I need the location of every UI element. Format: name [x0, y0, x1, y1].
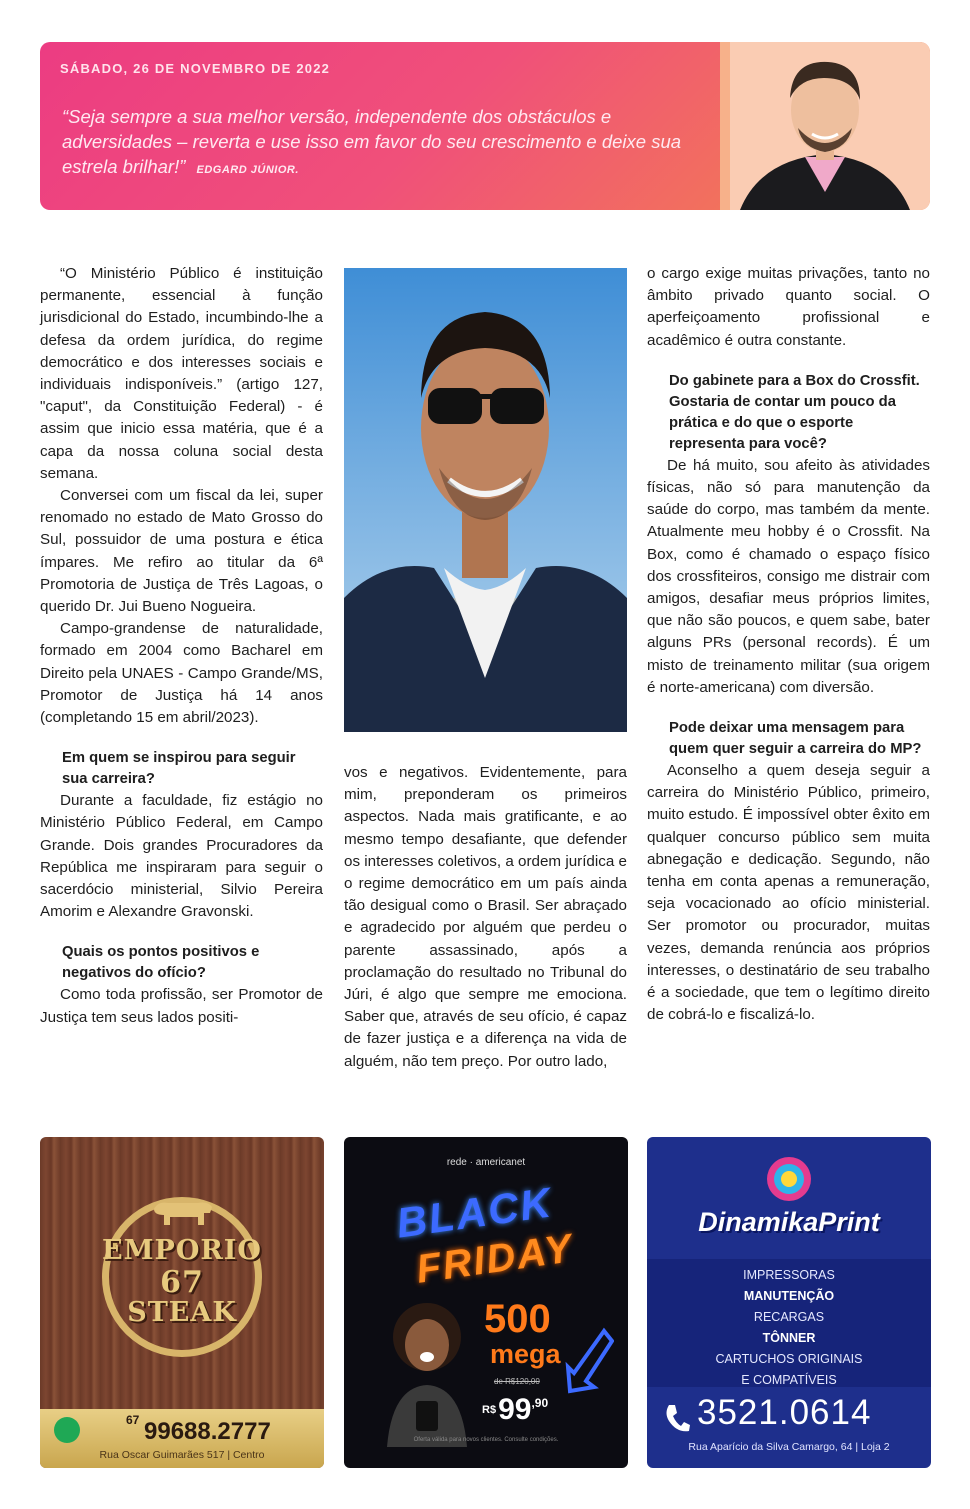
printer-brand-emblem-icon	[765, 1155, 813, 1203]
column-date: SÁBADO, 26 DE NOVEMBRO DE 2022	[60, 61, 331, 76]
steak-line-3: STEAK	[127, 1297, 237, 1328]
quote-author: EDGARD JÚNIOR.	[196, 164, 299, 176]
intro-paragraph: “O Ministério Público é instituição permanente, essencial à função jurisdicional do Estado, incumbindo-lhe a defesa da ordem jurídica, do regime democrático e dos interesses sociais e individuais indisponíveis.” (artigo 127, "caput", da Constituição Federal) - é assim que inicio essa matéria, que é a capa da nossa coluna social desta semana.	[40, 265, 323, 482]
interview-question: Do gabinete para a Box do Crossfit. Gostaria de contar um pouco da prática e do que o esporte representa para você?	[669, 372, 920, 452]
dinamikaprint-phone[interactable]: 3521.0614	[697, 1393, 872, 1432]
service-item: CARTUCHOS ORIGINAIS	[715, 1352, 863, 1366]
steak-line-2: 67	[160, 1265, 204, 1300]
service-item: TÔNNER	[762, 1331, 816, 1345]
bf-brand-logos: rede · americanet	[446, 1157, 526, 1168]
bf-speed-unit: mega	[490, 1339, 561, 1369]
bf-price-cents: ,90	[531, 1396, 549, 1410]
bf-price-value: 99	[498, 1393, 532, 1426]
dinamikaprint-logo: DinamikaPrint	[698, 1207, 880, 1237]
steak-ddd: 67	[126, 1413, 140, 1427]
bf-old-price: de R$120,00	[494, 1377, 540, 1386]
woman-with-phone-illustration	[372, 1297, 482, 1447]
bf-friday-text: FRIDAY	[413, 1226, 577, 1292]
steak-contact-bar	[40, 1409, 324, 1468]
interview-question: Pode deixar uma mensagem para quem quer seguir a carreira do MP?	[669, 720, 922, 758]
service-item: IMPRESSORAS	[743, 1268, 835, 1282]
bull-icon	[148, 1195, 218, 1229]
paragraph: Conversei com um fiscal da lei, super renomado no estado de Mato Grosso do Sul, possuidor de uma postura e ética ímpares. Me refiro ao titular da 6ª Promotoria de Justiça de Três Lagoas, o querido Dr. Jui Bueno Nogueira.	[40, 487, 323, 616]
interview-question: Quais os pontos positivos e negativos do ofício?	[62, 944, 260, 982]
ad-emporio-steak[interactable]	[40, 1137, 324, 1468]
bf-black-text: BLACK	[393, 1178, 556, 1247]
columnist-portrait	[720, 42, 930, 210]
interviewee-photo	[344, 268, 627, 732]
steak-address: Rua Oscar Guimarães 517 | Centro	[99, 1449, 265, 1461]
article-column-left	[40, 263, 323, 1029]
dinamikaprint-address: Rua Aparício da Silva Camargo, 64 | Loja 2	[688, 1441, 890, 1453]
article-column-middle	[344, 762, 627, 1073]
service-item: RECARGAS	[753, 1310, 825, 1324]
service-item: E COMPATÍVEIS	[741, 1373, 837, 1387]
paragraph: Campo-grandense de naturalidade, formado em 2004 como Bacharel em Direito pela UNAES - Campo Grande/MS, Promotor de Justiça há 14 anos (completando 15 em abril/2023).	[40, 620, 323, 727]
steak-phone[interactable]: 99688.2777	[144, 1418, 271, 1445]
bf-fine-print: Oferta válida para novos clientes. Consulte condições.	[413, 1437, 559, 1443]
interview-answer: Como toda profissão, ser Promotor de Justiça tem seus lados positi-	[40, 986, 323, 1026]
ad-dinamikaprint[interactable]	[647, 1137, 931, 1468]
whatsapp-icon	[54, 1417, 80, 1443]
interview-answer: Aconselho a quem deseja seguir a carreira do Ministério Público, primeiro, muito estudo. É impossível obter êxito em qualquer concurso público sem muita abnegação e dedicação. Segundo, não tenha em conta apenas a remuneração, seja vocacionado ao ofício ministerial. Ser promotor ou procurador, muitas vezes, demanda renúncia aos próprios interesses, o destinatário de seu trabalho é a sociedade, que tem o legítimo direito de cobrá-lo e fiscalizá-lo.	[647, 762, 930, 1024]
phone-icon	[663, 1403, 691, 1433]
interview-question: Em quem se inspirou para seguir sua carreira?	[62, 750, 296, 788]
interview-answer: Durante a faculdade, fiz estágio no Ministério Público Federal, em Campo Grande. Dois grandes Procuradores da República me inspiraram para seguir o sacerdócio ministerial, Silvio Pereira Amorim e Alexandre Gravonski.	[40, 792, 323, 921]
steak-line-1: EMPORIO	[102, 1235, 262, 1266]
arrow-down-icon	[564, 1327, 614, 1397]
bf-speed: 500	[484, 1297, 551, 1341]
ad-black-friday[interactable]	[344, 1137, 628, 1468]
service-item: MANUTENÇÃO	[743, 1289, 835, 1303]
interview-answer-continued: vos e negativos. Evidentemente, para mim, preponderam os primeiros aspectos. Nada mais gratificante, e ao mesmo tempo desafiante, que defender os interesses coletivos, a ordem jurídica e o regime democrático em um país ainda tão desigual como o Brasil. Ser abraçado e agradecido por alguém que perdeu o parente assassinado, após a proclamação do resultado no Tribunal do Júri, é algo que sempre me emociona. Saber que, através de seu ofício, é capaz de fazer justiça e a diferença na vida de alguém, não tem preço. Por outro lado,	[344, 764, 627, 1070]
services-list	[647, 1265, 931, 1391]
quote-text: “Seja sempre a sua melhor versão, independente dos obstáculos e adversidades – reverta e use isso em favor do seu crescimento e deixe sua estrela brilhar!”	[62, 106, 682, 177]
bf-currency: R$	[482, 1404, 497, 1416]
article-column-right	[647, 263, 930, 1026]
header-banner	[40, 42, 930, 210]
header-quote	[62, 104, 722, 183]
bf-price	[482, 1393, 548, 1427]
interview-answer: De há muito, sou afeito às atividades físicas, não só para manutenção da saúde do corpo, mas também da mente. Atualmente meu hobby é o Crossfit. Na Box, como é chamado o espaço físico dos crossfiteiros, consigo me distrair com amigos, desafiar meus próprios limites, que não são poucos, e quem sabe, bater alguns PRs (personal records). É um misto de treinamento militar (sua origem é norte-americana) com diversão.	[647, 456, 930, 696]
interview-answer-continued: o cargo exige muitas privações, tanto no âmbito privado quanto social. O aperfeiçoamento profissional e acadêmico é outra constante.	[647, 265, 930, 349]
